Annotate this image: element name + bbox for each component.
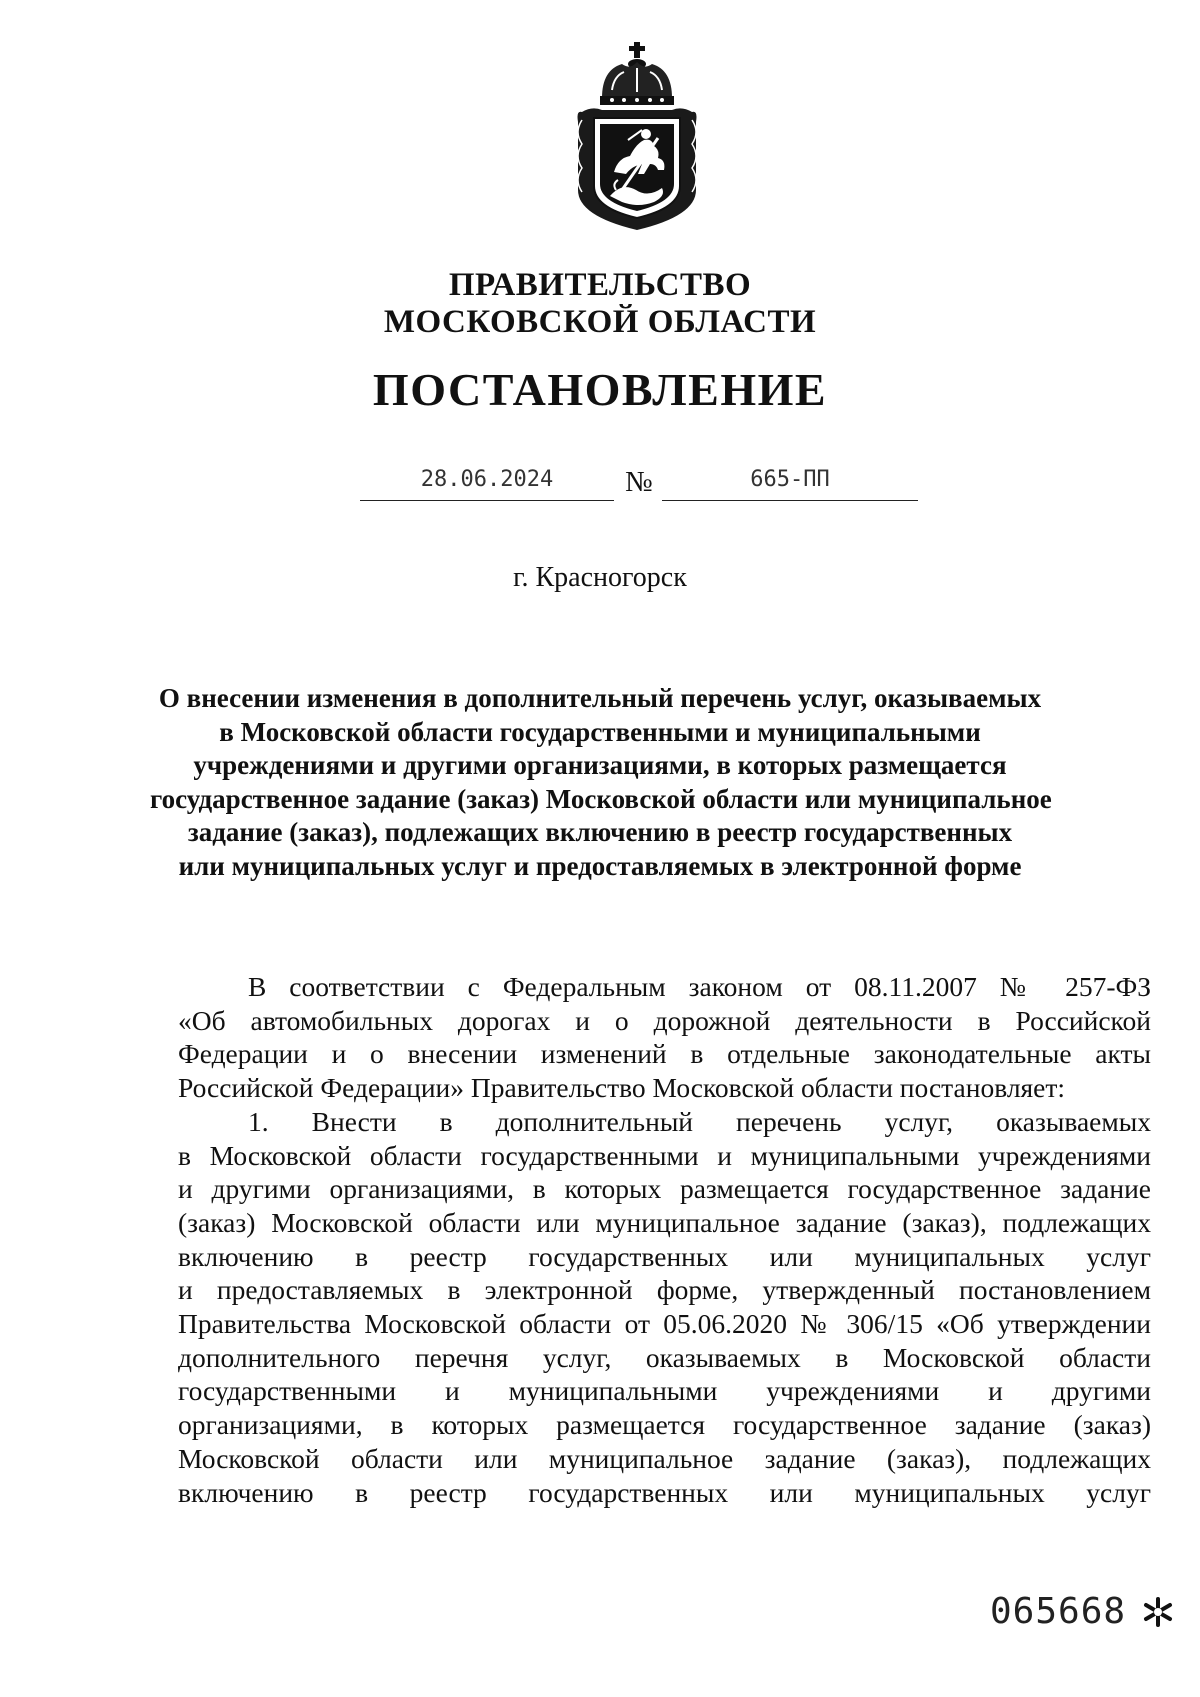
subject-line: О внесении изменения в дополнительный перечень услуг, оказываемых — [158, 683, 1042, 713]
body-line: (заказ) Московской области или муниципальное задание (заказ), подлежащих — [178, 1206, 1151, 1238]
organization-name-line2: МОСКОВСКОЙ ОБЛАСТИ — [383, 304, 817, 340]
body-line: «Об автомобильных дорогах и о дорожной деятельности в Российской — [178, 1004, 1151, 1036]
subject-line: государственное задание (заказ) Московской области или муниципальное — [150, 783, 1052, 814]
body-line: и другими организациями, в которых размещается государственное задание — [178, 1173, 1151, 1205]
document-date: 28.06.2024 — [360, 460, 614, 501]
document-type-title: ПОСТАНОВЛЕНИЕ — [372, 364, 828, 415]
body-line: дополнительного перечня услуг, оказываемых в Московской области — [178, 1341, 1151, 1373]
body-line: Федерации и о внесении изменений в отдельные законодательные акты — [178, 1038, 1151, 1070]
subject-line: задание (заказ), подлежащих включению в реестр государственных — [187, 817, 1013, 848]
body-line: государственными и муниципальными учреждениями и другими — [178, 1375, 1151, 1407]
subject-line: в Московской области государственными и муниципальными — [219, 716, 981, 747]
body-line: В соответствии с Федеральным законом от 08.11.2007 № 257-ФЗ — [248, 971, 1151, 1002]
body-line: Российской Федерации» Правительство Московской области постановляет: — [178, 1072, 1066, 1104]
body-line: включению в реестр государственных или муниципальных услуг — [178, 1476, 1151, 1508]
document-body — [178, 970, 1151, 1509]
subject-line: или муниципальных услуг и предоставляемых в электронной форме — [178, 850, 1022, 881]
number-sign: № — [625, 466, 653, 498]
body-line: включению в реестр государственных или муниципальных услуг — [178, 1240, 1151, 1272]
body-line: 1. Внести в дополнительный перечень услуг, оказываемых — [248, 1105, 1151, 1137]
body-line: и предоставляемых в электронной форме, утвержденный постановлением — [178, 1274, 1151, 1306]
body-line: Московской области или муниципальное задание (заказ), подлежащих — [178, 1442, 1151, 1474]
asterisk-mark-icon — [1142, 1596, 1174, 1628]
organization-name-line1: ПРАВИТЕЛЬСТВО — [448, 267, 752, 303]
coat-of-arms-icon — [572, 40, 702, 232]
body-line: организациями, в которых размещается государственное задание (заказ) — [178, 1409, 1151, 1441]
body-line: в Московской области государственными и муниципальными учреждениями — [178, 1139, 1151, 1171]
body-line: Правительства Московской области от 05.06.2020 № 306/15 «Об утверждении — [178, 1308, 1151, 1340]
subject-line: учреждениями и другими организациями, в которых размещается — [193, 750, 1007, 781]
document-number: 665-ПП — [662, 460, 918, 501]
city-of-issue: г. Красногорск — [513, 562, 687, 593]
document-subject — [150, 682, 1050, 884]
form-serial-number: 065668 — [990, 1591, 1127, 1632]
